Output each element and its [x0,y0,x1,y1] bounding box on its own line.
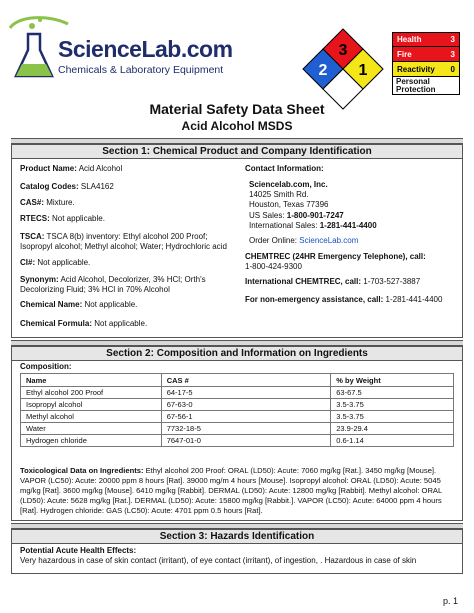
value: Not applicable. [49,214,105,223]
hmis-label: Fire [397,49,412,59]
table-cell: Hydrogen chloride [21,435,162,447]
label: Synonym: [20,275,59,284]
logo-name: ScienceLab.com [58,36,233,62]
table-cell: Isopropyl alcohol [21,399,162,411]
tox-line: VAPOR (LC50): Acute: 20000 ppm 8 hours [Rat]. 39000 mg/m 4 hours [Mouse]. Isopropyl alcohol: ORAL (LD50): Acute: 5045 [20,476,441,485]
table-cell: 67-56-1 [161,411,331,423]
hmis-row-health [392,32,460,47]
hmis-value: 0 [450,64,455,74]
catalog-codes-field [20,182,114,192]
us-sales-phone: 1-800-901-7247 [286,211,344,220]
nfpa-health: 2 [318,62,328,79]
label: TSCA: [20,232,45,241]
chemical-formula-field [20,319,147,329]
ci-field [20,258,90,268]
table-header-row [21,374,454,387]
column-header: CAS # [161,374,331,387]
section-1-header: Section 1: Chemical Product and Company Identification [11,144,463,159]
sales-phones [249,211,377,231]
logo-tagline: Chemicals & Laboratory Equipment [58,64,224,76]
composition-label: Composition: [20,362,72,371]
hmis-table [392,32,460,95]
value: Acid Alcohol [76,164,123,173]
table-cell: 7647-01-0 [161,435,331,447]
table-cell: 67-63-0 [161,399,331,411]
address-line: Houston, Texas 77396 [249,200,329,209]
label: CAS#: [20,198,45,207]
hmis-value: 3 [450,35,455,44]
table-row [21,435,454,447]
value: Not applicable. [82,300,138,309]
cas-field [20,198,75,208]
value: SLA4162 [78,182,114,191]
tox-line: (LD50): Acute: 5628 mg/kg [Rat.]. DERMAL (LD50): Acute: 15800 mg/kg [Rabbit.]. VAPOR (LC50): Acute: 64000 ppm 4 hours [20,496,442,505]
chemtrec-label: CHEMTREC (24HR Emergency Telephone), call: [245,252,426,261]
product-name-field [20,164,122,174]
column-header: % by Weight [331,374,454,387]
chemical-name-field [20,300,137,310]
non-emergency [245,295,442,305]
potential-text: Very hazardous in case of skin contact (irritant), of eye contact (irritant), of ingestion, . Hazardous in case of skin [20,556,417,565]
tox-line: Ethyl alcohol 200 Proof: ORAL (LD50): Acute: 7060 mg/kg [Rat.]. 3450 mg/kg [Mouse]. [143,466,437,475]
chemtrec [245,252,426,272]
order-online-label: Order Online: [249,236,300,245]
value: Not applicable. [35,258,91,267]
section-3-header: Section 3: Hazards Identification [11,529,463,544]
tox-line: [Rat]. Hydrogen chloride: GAS (LC50): Acute: 4701 ppm 0.5 hours [Rat]. [20,506,263,515]
toxicological-data [20,466,460,516]
table-cell: Water [21,423,162,435]
label: Chemical Formula: [20,319,93,328]
column-header: Name [21,374,162,387]
hmis-label: Health [397,35,422,44]
hmis-row-reactivity [392,62,460,77]
table-row [21,411,454,423]
table-cell: 63-67.5 [331,387,454,399]
hmis-personal-protection: Personal Protection [392,77,460,95]
value: Acid Alcohol, Decolorizer, 3% HCl; Orth's [58,275,206,284]
value: Not applicable. [92,319,148,328]
non-emergency-phone: 1-281-441-4400 [383,295,443,304]
document-subtitle: Acid Alcohol MSDS [181,119,293,133]
nfpa-reactivity: 1 [358,62,368,79]
hmis-value: 3 [450,49,455,59]
label: RTECS: [20,214,50,223]
page-number: p. 1 [442,596,458,606]
table-cell: Ethyl alcohol 200 Proof [21,387,162,399]
table-row [21,423,454,435]
rtecs-field [20,214,105,224]
tox-label: Toxicological Data on Ingredients: [20,466,144,475]
order-online [249,236,358,246]
value: Mixture. [44,198,75,207]
contact-info-label: Contact Information: [245,164,324,173]
non-emergency-label: For non-emergency assistance, call: [245,295,384,304]
label: Catalog Codes: [20,182,79,191]
intl-chemtrec [245,277,420,287]
section-2-header: Section 2: Composition and Information on Ingredients [11,346,463,361]
hmis-label: Reactivity [397,64,435,74]
table-cell: 3.5-3.75 [331,399,454,411]
value: Isopropyl alcohol; Methyl alcohol; Water; Hydrochloric acid [20,242,227,251]
address-line: 14025 Smith Rd. [249,190,309,199]
nfpa-fire: 3 [338,42,348,59]
table-cell: 23.9-29.4 [331,423,454,435]
table-cell: 7732-18-5 [161,423,331,435]
label: Product Name: [20,164,77,173]
intl-chemtrec-label: International CHEMTREC, call: [245,277,362,286]
value: TSCA 8(b) inventory: Ethyl alcohol 200 Proof; [44,232,208,241]
company-address [249,180,328,210]
potential-health-effects [20,546,460,566]
table-cell: 0.6-1.14 [331,435,454,447]
label: Chemical Name: [20,300,83,309]
value: Decolorizing Fluid; 3% HCl in 70% Alcohol [20,285,170,294]
table-cell: 3.5-3.75 [331,411,454,423]
chemtrec-phone: 1-800-424-9300 [245,262,302,271]
tsca-field [20,232,227,252]
label: CI#: [20,258,36,267]
document-title: Material Safety Data Sheet [149,101,325,117]
hmis-row-fire [392,47,460,62]
order-online-link[interactable]: ScienceLab.com [299,236,359,245]
intl-chemtrec-phone: 1-703-527-3887 [361,277,421,286]
synonym-field [20,275,206,295]
nfpa-diamond [302,28,384,110]
table-cell: Methyl alcohol [21,411,162,423]
intl-sales-phone: 1-281-441-4400 [319,221,377,230]
intl-sales-label: International Sales: [249,221,320,230]
composition-table [20,373,454,447]
table-cell: 64-17-5 [161,387,331,399]
table-row [21,399,454,411]
company-name: Sciencelab.com, Inc. [249,180,328,189]
tox-line: mg/kg [Rat]. 3600 mg/kg [Mouse]. 6410 mg/kg [Rabbit]. DERMAL (LD50): Acute: 12800 mg/kg [Rabbit]. Methyl alcohol: ORAL [20,486,443,495]
us-sales-label: US Sales: [249,211,287,220]
potential-label: Potential Acute Health Effects: [20,546,137,555]
table-row [21,387,454,399]
